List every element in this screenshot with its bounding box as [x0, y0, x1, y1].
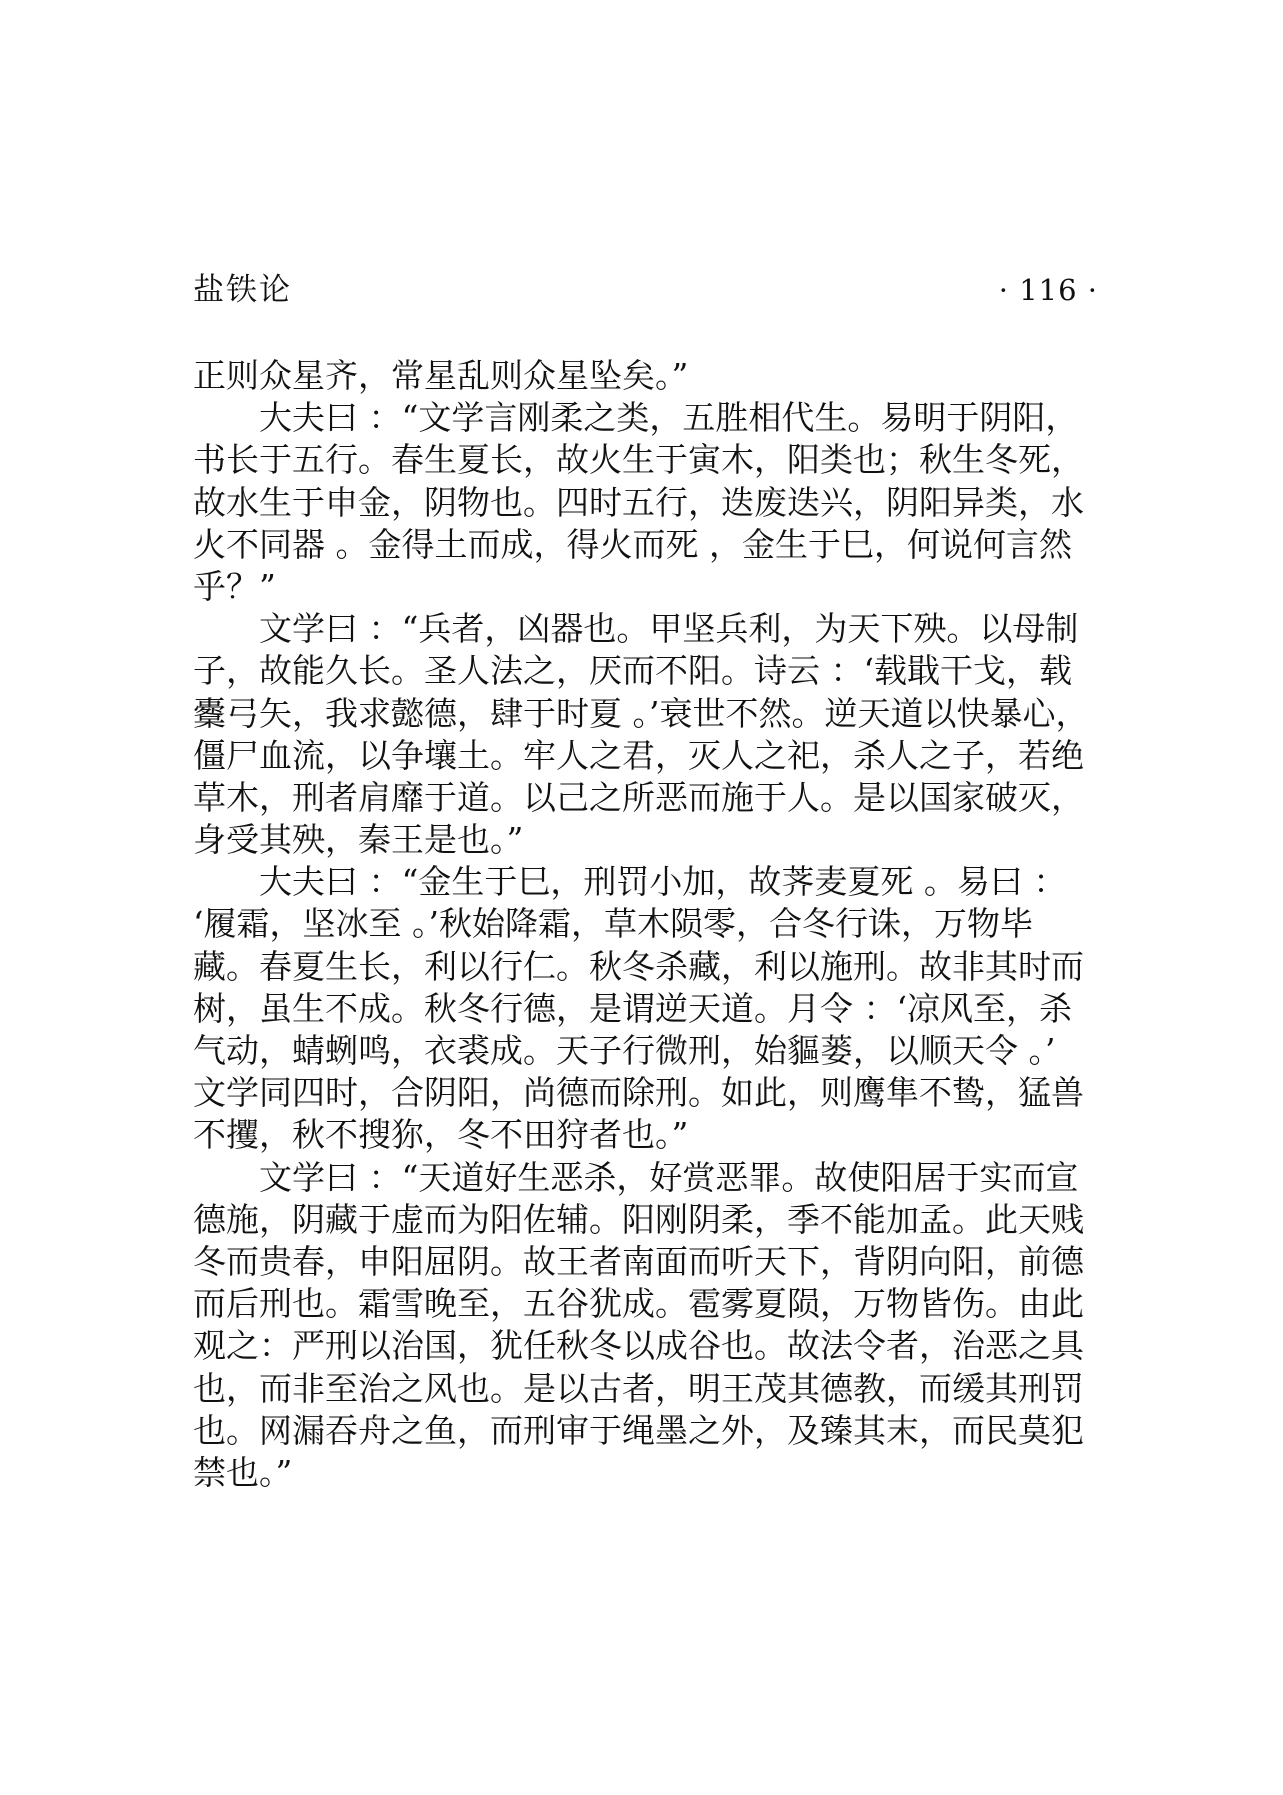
- book-title: 盐铁论: [193, 272, 292, 308]
- text-line: 大夫曰 ：“金生于巳，刑罚小加，故荠麦夏死 。易曰 ：: [259, 862, 1067, 902]
- paragraph-1: [193, 355, 1098, 397]
- text-line: 草木，刑者肩靡于道。以己之所恶而施于人。是以国家破灭，: [193, 777, 1084, 817]
- text-line: 故水生于申金，阴物也。四时五行，迭废迭兴，阴阳异类，水: [193, 482, 1084, 522]
- text-line: 正则众星齐，常星乱则众星坠矣。”: [193, 356, 689, 395]
- text-line: 冬而贵春，申阳屈阴。故王者南面而听天下，背阴向阳，前德: [193, 1241, 1084, 1281]
- text-line: 不攫，秋不搜狝，冬不田狩者也。”: [193, 1115, 689, 1155]
- text-line: 櫜弓矢，我求懿德，肆于时夏 。’衰世不然。逆天道以快暴心，: [193, 693, 1089, 733]
- text-line: 也，而非至治之风也。是以古者，明王茂其德教，而缓其刑罚: [193, 1368, 1084, 1408]
- body-text: [193, 355, 1098, 1494]
- text-line: 书长于五行。春生夏长，故火生于寅木，阳类也；秋生冬死，: [193, 440, 1084, 480]
- text-line: 大夫曰 ：“文学言刚柔之类，五胜相代生。易明于阴阳，: [259, 398, 1079, 438]
- text-line: 火不同器 。金得土而成，得火而死 ，金生于巳，何说何言然: [193, 524, 1072, 564]
- text-line: 身受其殃，秦王是也。”: [193, 820, 524, 860]
- text-line: 而后刑也。霜雪晚至，五谷犹成。雹雾夏陨，万物皆伤。由此: [193, 1284, 1084, 1324]
- text-line: 观之：严刑以治国，犹任秋冬以成谷也。故法令者，治恶之具: [193, 1326, 1084, 1366]
- page-number: · 116 ·: [998, 273, 1098, 307]
- text-line: 文学曰 ：“兵者，凶器也。甲坚兵利，为天下殃。以母制: [259, 609, 1079, 649]
- text-line: 僵尸血流，以争壤土。牢人之君，灭人之祀，杀人之子，若绝: [193, 735, 1084, 775]
- text-line: ‘履霜，坚冰至 。’秋始降霜，草木陨零，合冬行诛，万物毕: [193, 904, 1033, 944]
- text-line: 文学同四时，合阴阳，尚德而除刑。如此，则鹰隼不鸷，猛兽: [193, 1073, 1084, 1113]
- paragraph-2: [193, 397, 1098, 608]
- text-line: 藏。春夏生长，利以行仁。秋冬杀藏，利以施刑。故非其时而: [193, 946, 1084, 986]
- paragraph-3: [193, 608, 1098, 861]
- running-header: [193, 268, 1098, 312]
- text-line: 气动，蜻蛚鸣，衣裘成。天子行微刑，始貙蒌，以顺天令 。’: [193, 1031, 1056, 1070]
- text-line: 树，虽生不成。秋冬行德，是谓逆天道。月令 ：‘凉风至，杀: [193, 988, 1072, 1028]
- text-line: 也。网漏吞舟之鱼，而刑审于绳墨之外，及臻其末，而民莫犯: [193, 1410, 1084, 1450]
- text-line: 乎？”: [193, 566, 276, 606]
- text-line: 子，故能久长。圣人法之，厌而不阳。诗云 ：‘载戢干戈，载: [193, 651, 1072, 691]
- paragraph-5: [193, 1157, 1098, 1495]
- text-line: 文学曰 ：“天道好生恶杀，好赏恶罪。故使阳居于实而宣: [259, 1157, 1079, 1197]
- text-line: 禁也。”: [193, 1452, 293, 1492]
- paragraph-4: [193, 861, 1098, 1156]
- text-line: 德施，阴藏于虚而为阳佐辅。阳刚阴柔，季不能加孟。此天贱: [193, 1199, 1084, 1239]
